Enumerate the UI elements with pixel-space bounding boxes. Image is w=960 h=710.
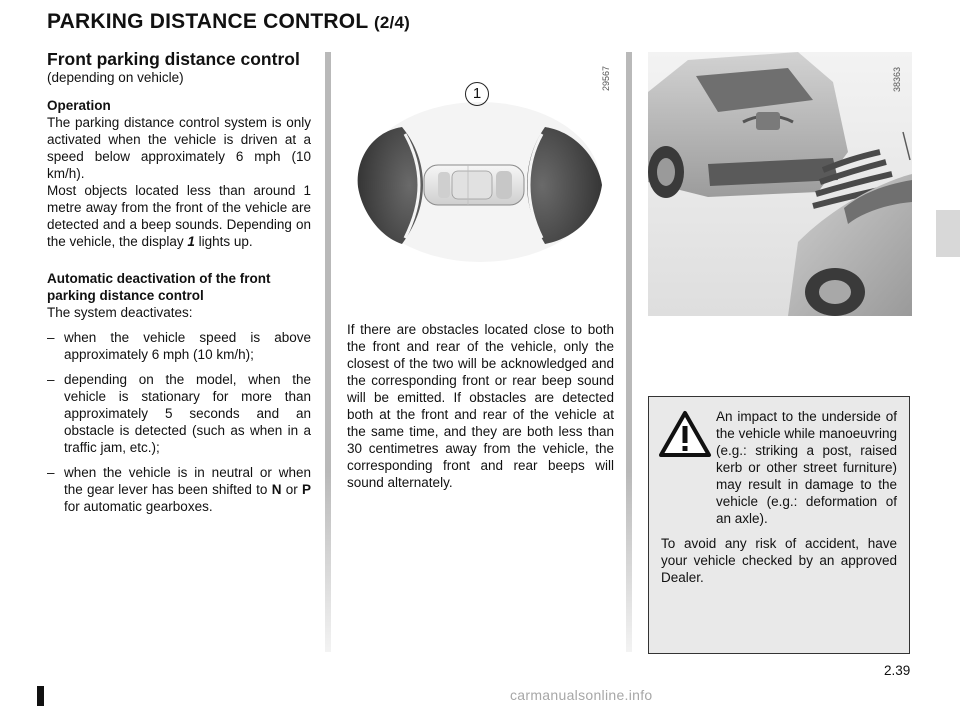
display-reference: 1 [187, 234, 195, 249]
print-mark [37, 686, 44, 706]
list-item-text: when the vehicle speed is above approximately 6 mph (10 km/h); [64, 330, 311, 362]
operation-paragraph-1: The parking distance control system is only activated when the vehicle is driven at a speed below approximately 6 mph (10 km/h). [47, 115, 311, 181]
middle-column [347, 321, 614, 491]
section-title: Front parking distance control [47, 49, 300, 69]
warning-paragraph-1: An impact to the underside of the vehicle while manoeuvring (e.g.: striking a post, raised kerb or other street furniture) may result in damage to the vehicle (e.g.: deformation of an axle). [716, 409, 897, 526]
list-item-text: depending on the model, when the vehicle is stationary for more than approximately 5 seconds and an obstacle is detected (such as when in a traffic jam, etc.); [64, 372, 311, 455]
watermark: carmanualsonline.info [510, 687, 653, 703]
warning-text [661, 408, 897, 586]
page-number: 2.39 [884, 663, 911, 678]
page-title-part: (2/4) [374, 13, 410, 32]
figure-code: 29567 [601, 65, 611, 91]
column-divider [325, 52, 331, 652]
bullet-dash: – [47, 465, 55, 480]
dependency-note: (depending on vehicle) [47, 70, 184, 85]
list-item [47, 464, 311, 515]
warning-paragraph-2: To avoid any risk of accident, have your vehicle checked by an approved Dealer. [661, 536, 897, 585]
operation-text-end: lights up. [194, 234, 253, 249]
obstacle-paragraph: If there are obstacles located close to both the front and rear of the vehicle, only the closest of the two will be acknowledged and the corresponding front or rear beep sound will be emitted. If obstacles are detected both at the front and rear of the vehicle at the same time, and they are both less than 30 centimetres away from the vehicle, the corresponding front and rear beeps will sound alternately. [347, 322, 614, 490]
list-item-text: for automatic gearboxes. [64, 499, 213, 514]
vehicle-photo [648, 52, 912, 316]
parking-photo-illustration [648, 52, 912, 316]
list-item-text: when the vehicle is in neutral or when the gear lever has been shifted to [64, 465, 311, 497]
left-column [47, 50, 311, 515]
gear-p: P [301, 482, 311, 497]
operation-paragraph-2 [47, 182, 311, 250]
figure-code: 38363 [892, 66, 902, 92]
bullet-dash: – [47, 372, 55, 387]
operation-text: Most objects located less than around 1 metre away from the front of the vehicle are detected and a beep sounds. Depending on the vehicle, the display [47, 183, 311, 249]
bullet-dash: – [47, 330, 55, 345]
list-item [47, 371, 311, 456]
list-item-text: or [281, 482, 302, 497]
section-tab [936, 210, 960, 257]
parking-sensor-diagram [340, 52, 622, 295]
display-marker: 1 [465, 82, 489, 106]
warning-box [648, 396, 910, 654]
gear-n: N [271, 482, 282, 497]
page-title [47, 10, 410, 34]
page-title-text: PARKING DISTANCE CONTROL [47, 10, 368, 33]
auto-deactivation-heading: Automatic deactivation of the front parking distance control [47, 271, 271, 303]
list-item [47, 329, 311, 363]
column-divider [626, 52, 632, 652]
operation-heading: Operation [47, 98, 111, 113]
auto-deactivation-intro: The system deactivates: [47, 305, 193, 320]
